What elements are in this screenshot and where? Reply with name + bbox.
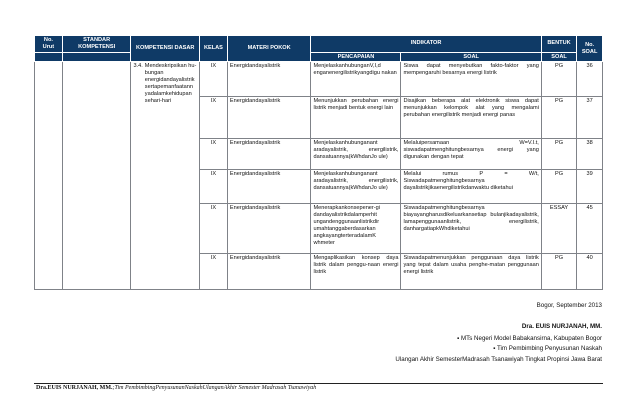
cell-kompetensi-dasar [131,62,200,290]
cell-materi: Energidandayalistrik [227,170,311,204]
cell-bentuk: ESSAY [541,204,576,254]
cell-pencapaian: Menerapkankonsepener-gi dandayalistrikdalamperhit ungandenggunaanlistrikdir umahtanggaberdasarkan angkayangterteradalamK whmeter [311,204,401,254]
page-footer: Dra.EUIS NURJANAH, MM.;Tim PembimbingPenyusunanNaskahUlanganAkhir Semester Madrasah Tsanawiyah [36,385,317,391]
header-urut-blank [35,52,63,62]
kd-text: Mendeskripsikan hu-bungan energidandayalistrik sertapemanfaatann yadalamkehidupan sehari-hari [144,63,197,104]
cell-soal: Siswadapatmenunjukkan penggunaan daya listrik yang tepat dalam usaha penghe-matan penggunaan energi listrik [401,254,541,290]
cell-materi: Energidandayalistrik [227,254,311,290]
header-kompetensi-dasar: KOMPETENSI DASAR [131,36,200,62]
header-no-soal: No. SOAL [577,36,603,62]
header-bentuk-soal-2: SOAL [541,52,576,62]
cell-pencapaian: Menjelaskanhubunganant aradayalistrik, energilistrik, dansatuannya(kWhdanJo ule) [311,139,401,170]
header-standar-blank [62,52,131,62]
cell-bentuk: PG [541,170,576,204]
cell-materi: Energidandayalistrik [227,97,311,139]
cell-soal: Melaluipersamaan W=V.I.t, siswadapatmenghitungbesarnya energi yang digunakan dengan tepat [401,139,541,170]
cell-pencapaian: Menjelaskanhubunganant aradayalistrik, energilistrik, dansatuannya(kWhdanJo ule) [311,170,401,204]
cell-kelas: IX [200,204,228,254]
signature-place-date: Bogor, September 2013 [536,302,602,309]
bullet-icon: ▪ [493,345,496,352]
table-row [35,62,603,97]
cell-soal: Melalui rumus P = W/t, Siswadapatmenghitungbesarnya dayalistrikjikaenergilistrikdanwaktu diketahui [401,170,541,204]
cell-no-urut [35,62,63,290]
header-no-urut: No. Urut [35,36,63,53]
cell-materi: Energidandayalistrik [227,139,311,170]
signature-line-1: ▪ MTs Negeri Model Babakansirna, Kabupaten Bogor [457,335,602,342]
cell-materi: Energidandayalistrik [227,62,311,97]
cell-standar-kompetensi [62,62,131,290]
header-pencapaian: PENCAPAIAN [311,52,401,62]
kisi-kisi-table [34,35,603,290]
signature-name: Dra. EUIS NURJANAH, MM. [521,323,602,330]
cell-materi: Energidandayalistrik [227,204,311,254]
cell-no-soal: 37 [577,97,603,139]
cell-no-soal: 45 [577,204,603,254]
cell-bentuk: PG [541,139,576,170]
header-bentuk-soal: BENTUK [541,36,576,53]
cell-kelas: IX [200,254,228,290]
bullet-icon: ▪ [457,335,460,342]
cell-no-soal: 39 [577,170,603,204]
cell-soal: Disajikan beberapa alat elektronik siswa dapat menunjukkan kelompok alat yang mengalami perubahan energilistrik menjadi energi panas [401,97,541,139]
cell-no-soal: 36 [577,62,603,97]
cell-no-soal: 40 [577,254,603,290]
header-indikator: INDIKATOR [311,36,541,53]
cell-kelas: IX [200,62,228,97]
signature-line-3: Ulangan Akhir SemesterMadrasah Tsanawiyah Tingkat Propinsi Jawa Barat [395,356,602,363]
signature-line-2: ▪ Tim Pembimbing Penyusunan Naskah [493,345,602,352]
cell-bentuk: PG [541,97,576,139]
cell-pencapaian: MenjelaskanhubunganV,I,d enganenergilistrikyangdigu nakan [311,62,401,97]
header-materi-pokok: MATERI POKOK [227,36,311,62]
cell-kelas: IX [200,97,228,139]
header-standar-kompetensi: STANDAR KOMPETENSI [62,36,131,53]
kd-number: 3.4. [133,63,143,70]
footer-divider [34,383,603,384]
cell-pencapaian: Mengaplikasikan konsep daya listrik dalam penggu-naan energi listrik [311,254,401,290]
header-kelas: KELAS [200,36,228,62]
cell-soal: Siswadapatmenghitungbesarnya biayayangharusdikeluarkansetiap bulanjikadayalistrik, lamapenggunaanlistrik, energilistrik, danhargatiapkWhdiketahui [401,204,541,254]
header-soal: SOAL [401,52,541,62]
cell-kelas: IX [200,139,228,170]
cell-bentuk: PG [541,254,576,290]
cell-bentuk: PG [541,62,576,97]
cell-soal: Siswa dapat menyebutkan fakto-faktor yang mempengaruhi besarnya energi listrik [401,62,541,97]
cell-kelas: IX [200,170,228,204]
cell-pencapaian: Menunjukkan perubahan energi listrik menjadi bentuk energi lain [311,97,401,139]
cell-no-soal: 38 [577,139,603,170]
